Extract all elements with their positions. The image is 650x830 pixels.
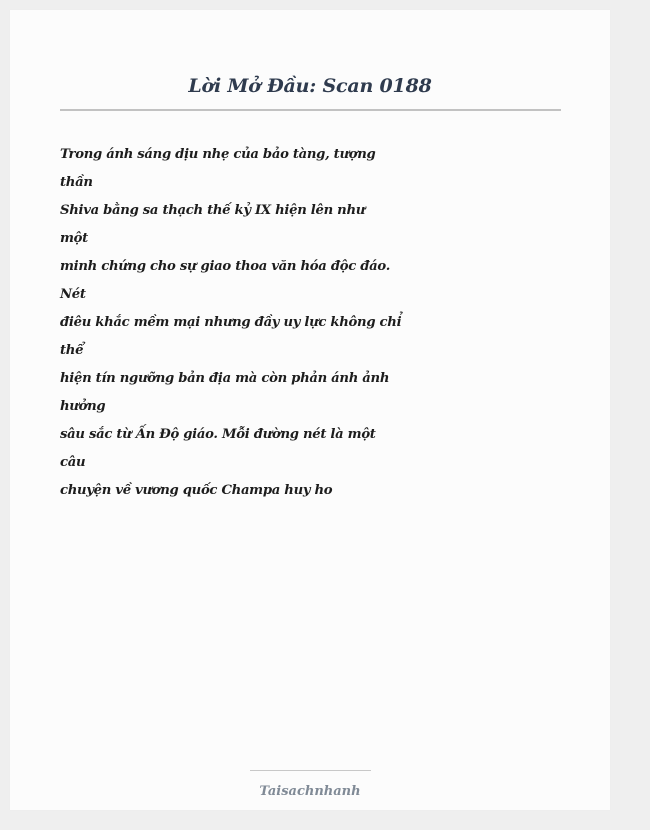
body-text	[60, 141, 402, 505]
page-title: Lời Mở Đầu: Scan 0188	[188, 75, 432, 97]
text-line: hưởng	[60, 399, 106, 414]
text-line: sâu sắc từ Ấn Độ giáo. Mỗi đường nét là một	[60, 427, 376, 442]
text-line: một	[60, 231, 88, 246]
text-line: hiện tín ngưỡng bản địa mà còn phản ánh ảnh	[60, 371, 390, 386]
text-line: Shiva bằng sa thạch thế kỷ IX hiện lên như	[60, 203, 366, 218]
text-line: chuyện về vương quốc Champa huy ho	[60, 483, 333, 498]
text-line: câu	[60, 455, 86, 470]
text-line: thần	[60, 175, 93, 190]
text-line: thể	[60, 343, 84, 358]
text-line: minh chứng cho sự giao thoa văn hóa độc đáo.	[60, 259, 390, 274]
text-line: điêu khắc mềm mại nhưng đầy uy lực không chỉ	[60, 315, 402, 330]
title-divider	[60, 109, 561, 111]
text-line: Nét	[60, 287, 86, 302]
text-line: Trong ánh sáng dịu nhẹ của bảo tàng, tượng	[60, 147, 376, 162]
footer-text: Taisachnhanh	[259, 784, 361, 799]
document-page	[10, 10, 610, 810]
footer-divider	[250, 770, 371, 771]
